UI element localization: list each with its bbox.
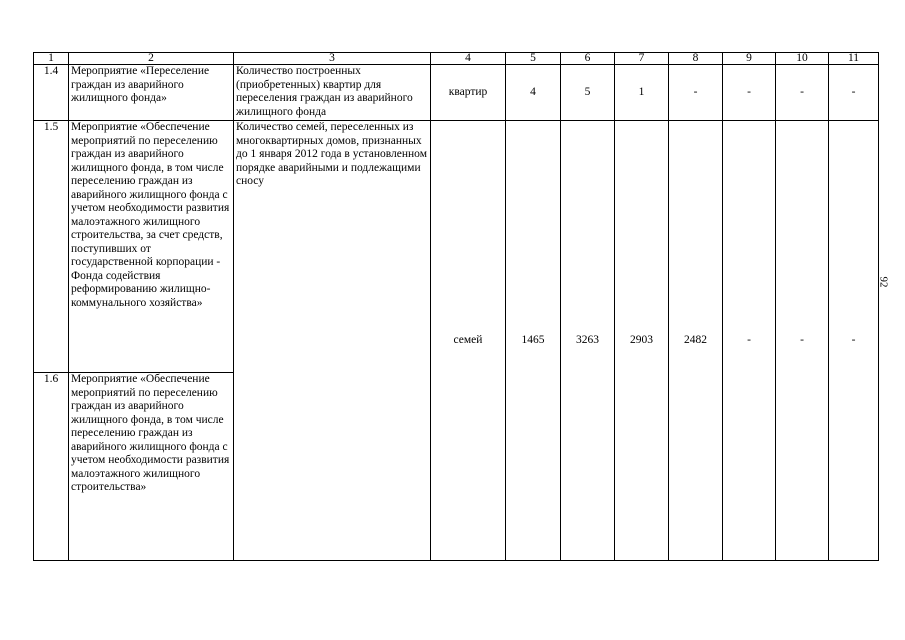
value-cell: - bbox=[669, 65, 723, 121]
column-header: 4 bbox=[431, 53, 506, 65]
table-row bbox=[34, 65, 879, 121]
value-cell: 5 bbox=[561, 65, 615, 121]
column-header: 8 bbox=[669, 53, 723, 65]
column-header: 3 bbox=[234, 53, 431, 65]
value-cell: - bbox=[829, 65, 879, 121]
column-number-row bbox=[34, 53, 879, 65]
value-cell: 3263 bbox=[561, 121, 615, 561]
row-number: 1.5 bbox=[34, 121, 69, 373]
value-cell: 1 bbox=[615, 65, 669, 121]
value-cell: - bbox=[723, 121, 776, 561]
event-cell: Мероприятие «Переселение граждан из аварийного жилищного фонда» bbox=[69, 65, 234, 121]
unit-cell: квартир bbox=[431, 65, 506, 121]
column-header: 6 bbox=[561, 53, 615, 65]
value-cell: - bbox=[776, 65, 829, 121]
page-number: 92 bbox=[877, 276, 890, 288]
value-cell: 4 bbox=[506, 65, 561, 121]
value-cell: - bbox=[829, 121, 879, 561]
column-header: 10 bbox=[776, 53, 829, 65]
column-header: 7 bbox=[615, 53, 669, 65]
column-header: 9 bbox=[723, 53, 776, 65]
unit-cell: семей bbox=[431, 121, 506, 561]
indicators-table bbox=[33, 52, 879, 561]
column-header: 5 bbox=[506, 53, 561, 65]
column-header: 1 bbox=[34, 53, 69, 65]
event-cell: Мероприятие «Обеспечение мероприятий по переселению граждан из аварийного жилищного фонда, в том числе переселению граждан из аварийного жилищного фонда с учетом необходимости развития малоэтажного жилищного строительства, за счет средств, поступивших от государственной корпорации - Фонда содействия реформированию жилищно-коммунального хозяйства» bbox=[69, 121, 234, 373]
value-cell: - bbox=[776, 121, 829, 561]
value-cell: - bbox=[723, 65, 776, 121]
value-cell: 2903 bbox=[615, 121, 669, 561]
indicator-cell: Количество построенных (приобретенных) квартир для переселения граждан из аварийного жилищного фонда bbox=[234, 65, 431, 121]
row-number: 1.4 bbox=[34, 65, 69, 121]
table-row bbox=[34, 121, 879, 373]
value-cell: 1465 bbox=[506, 121, 561, 561]
value-cell: 2482 bbox=[669, 121, 723, 561]
row-number: 1.6 bbox=[34, 373, 69, 561]
column-header: 2 bbox=[69, 53, 234, 65]
indicator-cell: Количество семей, переселенных из многоквартирных домов, признанных до 1 января 2012 года в установленном порядке аварийными и подлежащими сносу bbox=[234, 121, 431, 561]
column-header: 11 bbox=[829, 53, 879, 65]
event-cell: Мероприятие «Обеспечение мероприятий по переселению граждан из аварийного жилищного фонда, в том числе переселению граждан из аварийного жилищного фонда с учетом необходимости развития малоэтажного жилищного строительства» bbox=[69, 373, 234, 561]
